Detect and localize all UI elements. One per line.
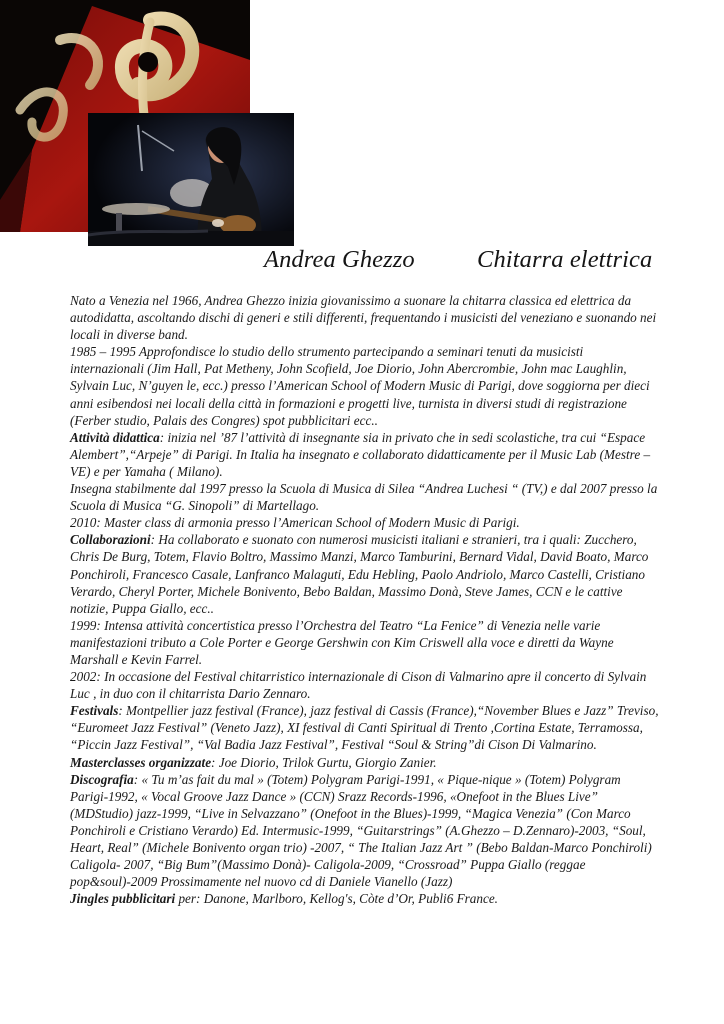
bio-paragraph: 1985 – 1995 Approfondisce lo studio dello strumento partecipando a seminari tenuti da musicisti internazionali (Jim Hall, Pat Metheny, John Scofield, Joe Diorio, John Abercrombie, John mac Laughlin, Sylvain Luc, N’guyen le, ecc.) presso l’American School of Modern Music di Parigi, dove soggiorna per dieci anni esibendosi nei locali della città in formazioni e progetti live, turnista in diversi studi di registrazione (Ferber studio, Palais des Congres) spot pubblicitari ecc.. [70, 344, 650, 428]
photo-svg [88, 113, 294, 246]
bio-paragraph [70, 429, 660, 480]
bio-paragraph [70, 771, 660, 891]
bio-paragraph: Insegna stabilmente dal 1997 presso la Scuola di Musica di Silea “Andrea Luchesi “ (TV,) e dal 2007 presso la Scuola di Musica “G. Sinopoli” di Martellago. [70, 481, 658, 514]
bio-paragraph [70, 531, 660, 616]
biography [70, 292, 660, 907]
section-text: : « Tu m’as fait du mal » (Totem) Polygram Parigi-1991, « Pique-nique » (Totem) Polygram Parigi-1992, « Vocal Groove Jazz Dance » (CCN) Srazz Records-1996, «Onefoot in the Blues Live” (MDStudio) jazz-1999, “Live in Selvazzano” (Onefoot in the Blues)-1999, “Magica Venezia” (Con Marco Ponchiroli e Cristiano Verardo) Ed. Intermusic-1999, “Guitarstrings” (A.Ghezzo – D.Zennaro)-2003, “Soul, Heart, Real” (Michele Bonivento organ trio) -2007, “ The Italian Jazz Art ” (Bebo Baldan-Marco Ponchiroli) Caligola- 2007, “Big Bum”(Massimo Donà)- Caligola-2009, “Crossroad” Puppa Giallo (reggae pop&soul)-2009 Prossimamente nel nuovo cd di Daniele Vianello (Jazz) [70, 771, 652, 890]
bio-paragraph: Nato a Venezia nel 1966, Andrea Ghezzo inizia giovanissimo a suonare la chitarra classica ed elettrica da autodidatta, ascoltando dischi di generi e stili differenti, frequentando i musicisti del veneziano e suonando nei locali in diverse band. [70, 293, 657, 343]
section-label: Discografia [70, 771, 134, 787]
guitarist-performing-photo [88, 113, 294, 246]
artist-instrument: Chitarra elettrica [477, 246, 653, 273]
bio-paragraph [70, 890, 660, 907]
bio-paragraph: 2002: In occasione del Festival chitarristico internazionale di Cison di Valmarino apre il concerto di Sylvain Luc , in duo con il chitarrista Dario Zennaro. [70, 669, 647, 702]
section-label: Jingles pubblicitari [70, 891, 176, 907]
section-label: Festivals [70, 703, 119, 719]
section-text: per: Danone, Marlboro, Kellog's, Còte d’Or, Publi6 France. [175, 891, 498, 907]
section-text: : Montpellier jazz festival (France), jazz festival di Cassis (France),“November Blues e Jazz” Treviso, “Euromeet Jazz Festival” (Veneto Jazz), XI festival di Canti Spiritual di Trento ,Cortina Estate, Terramossa, “Piccin Jazz Festival”, “Val Badia Jazz Festival”, Festival “Soul & String”di Cison Di Valmarino. [70, 703, 659, 753]
section-text: : Ha collaborato e suonato con numerosi musicisti italiani e stranieri, tra i quali: Zucchero, Chris De Burg, Totem, Flavio Boltro, Massimo Manzi, Marco Tamburini, Bernard Vidal, David Boato, Marco Ponchiroli, Francesco Casale, Lanfranco Malaguti, Edu Hebling, Paolo Andriolo, Marco Castelli, Cristiano Verardo, Cheryl Porter, Michele Bonivento, Bebo Baldan, Massimo Donà, Steve James, CCN e le cattive notizie, Puppa Giallo, ecc.. [70, 532, 649, 616]
section-label: Masterclasses organizzate [70, 754, 212, 770]
bio-paragraph: 2010: Master class di armonia presso l’American School of Modern Music di Parigi. [70, 515, 520, 531]
section-label: Collaborazioni [70, 532, 151, 548]
header-collage [0, 0, 300, 250]
bio-paragraph [70, 754, 660, 771]
artist-name: Andrea Ghezzo [264, 246, 415, 273]
section-text: : Joe Diorio, Trilok Gurtu, Giorgio Zanier. [211, 754, 437, 770]
bio-paragraph: 1999: Intensa attività concertistica presso l’Orchestra del Teatro “La Fenice” di Venezia nelle varie manifestazioni tributo a Cole Porter e George Gershwin con Kim Criswell alla voce e diretti da Wayne Marshall e Kevin Farrel. [70, 617, 614, 667]
section-label: Attività didattica [70, 429, 160, 445]
section-text: : inizia nel ’87 l’attività di insegnante sia in privato che in sedi scolastiche, tra cui “Espace Alembert”,“Arpeje” di Parigi. In Italia ha insegnato e collaborato didatticamente per il Music Lab (Mestre –VE) e per Yamaha ( Milano). [70, 429, 651, 479]
bio-paragraph [70, 702, 660, 753]
page-title [264, 246, 652, 274]
